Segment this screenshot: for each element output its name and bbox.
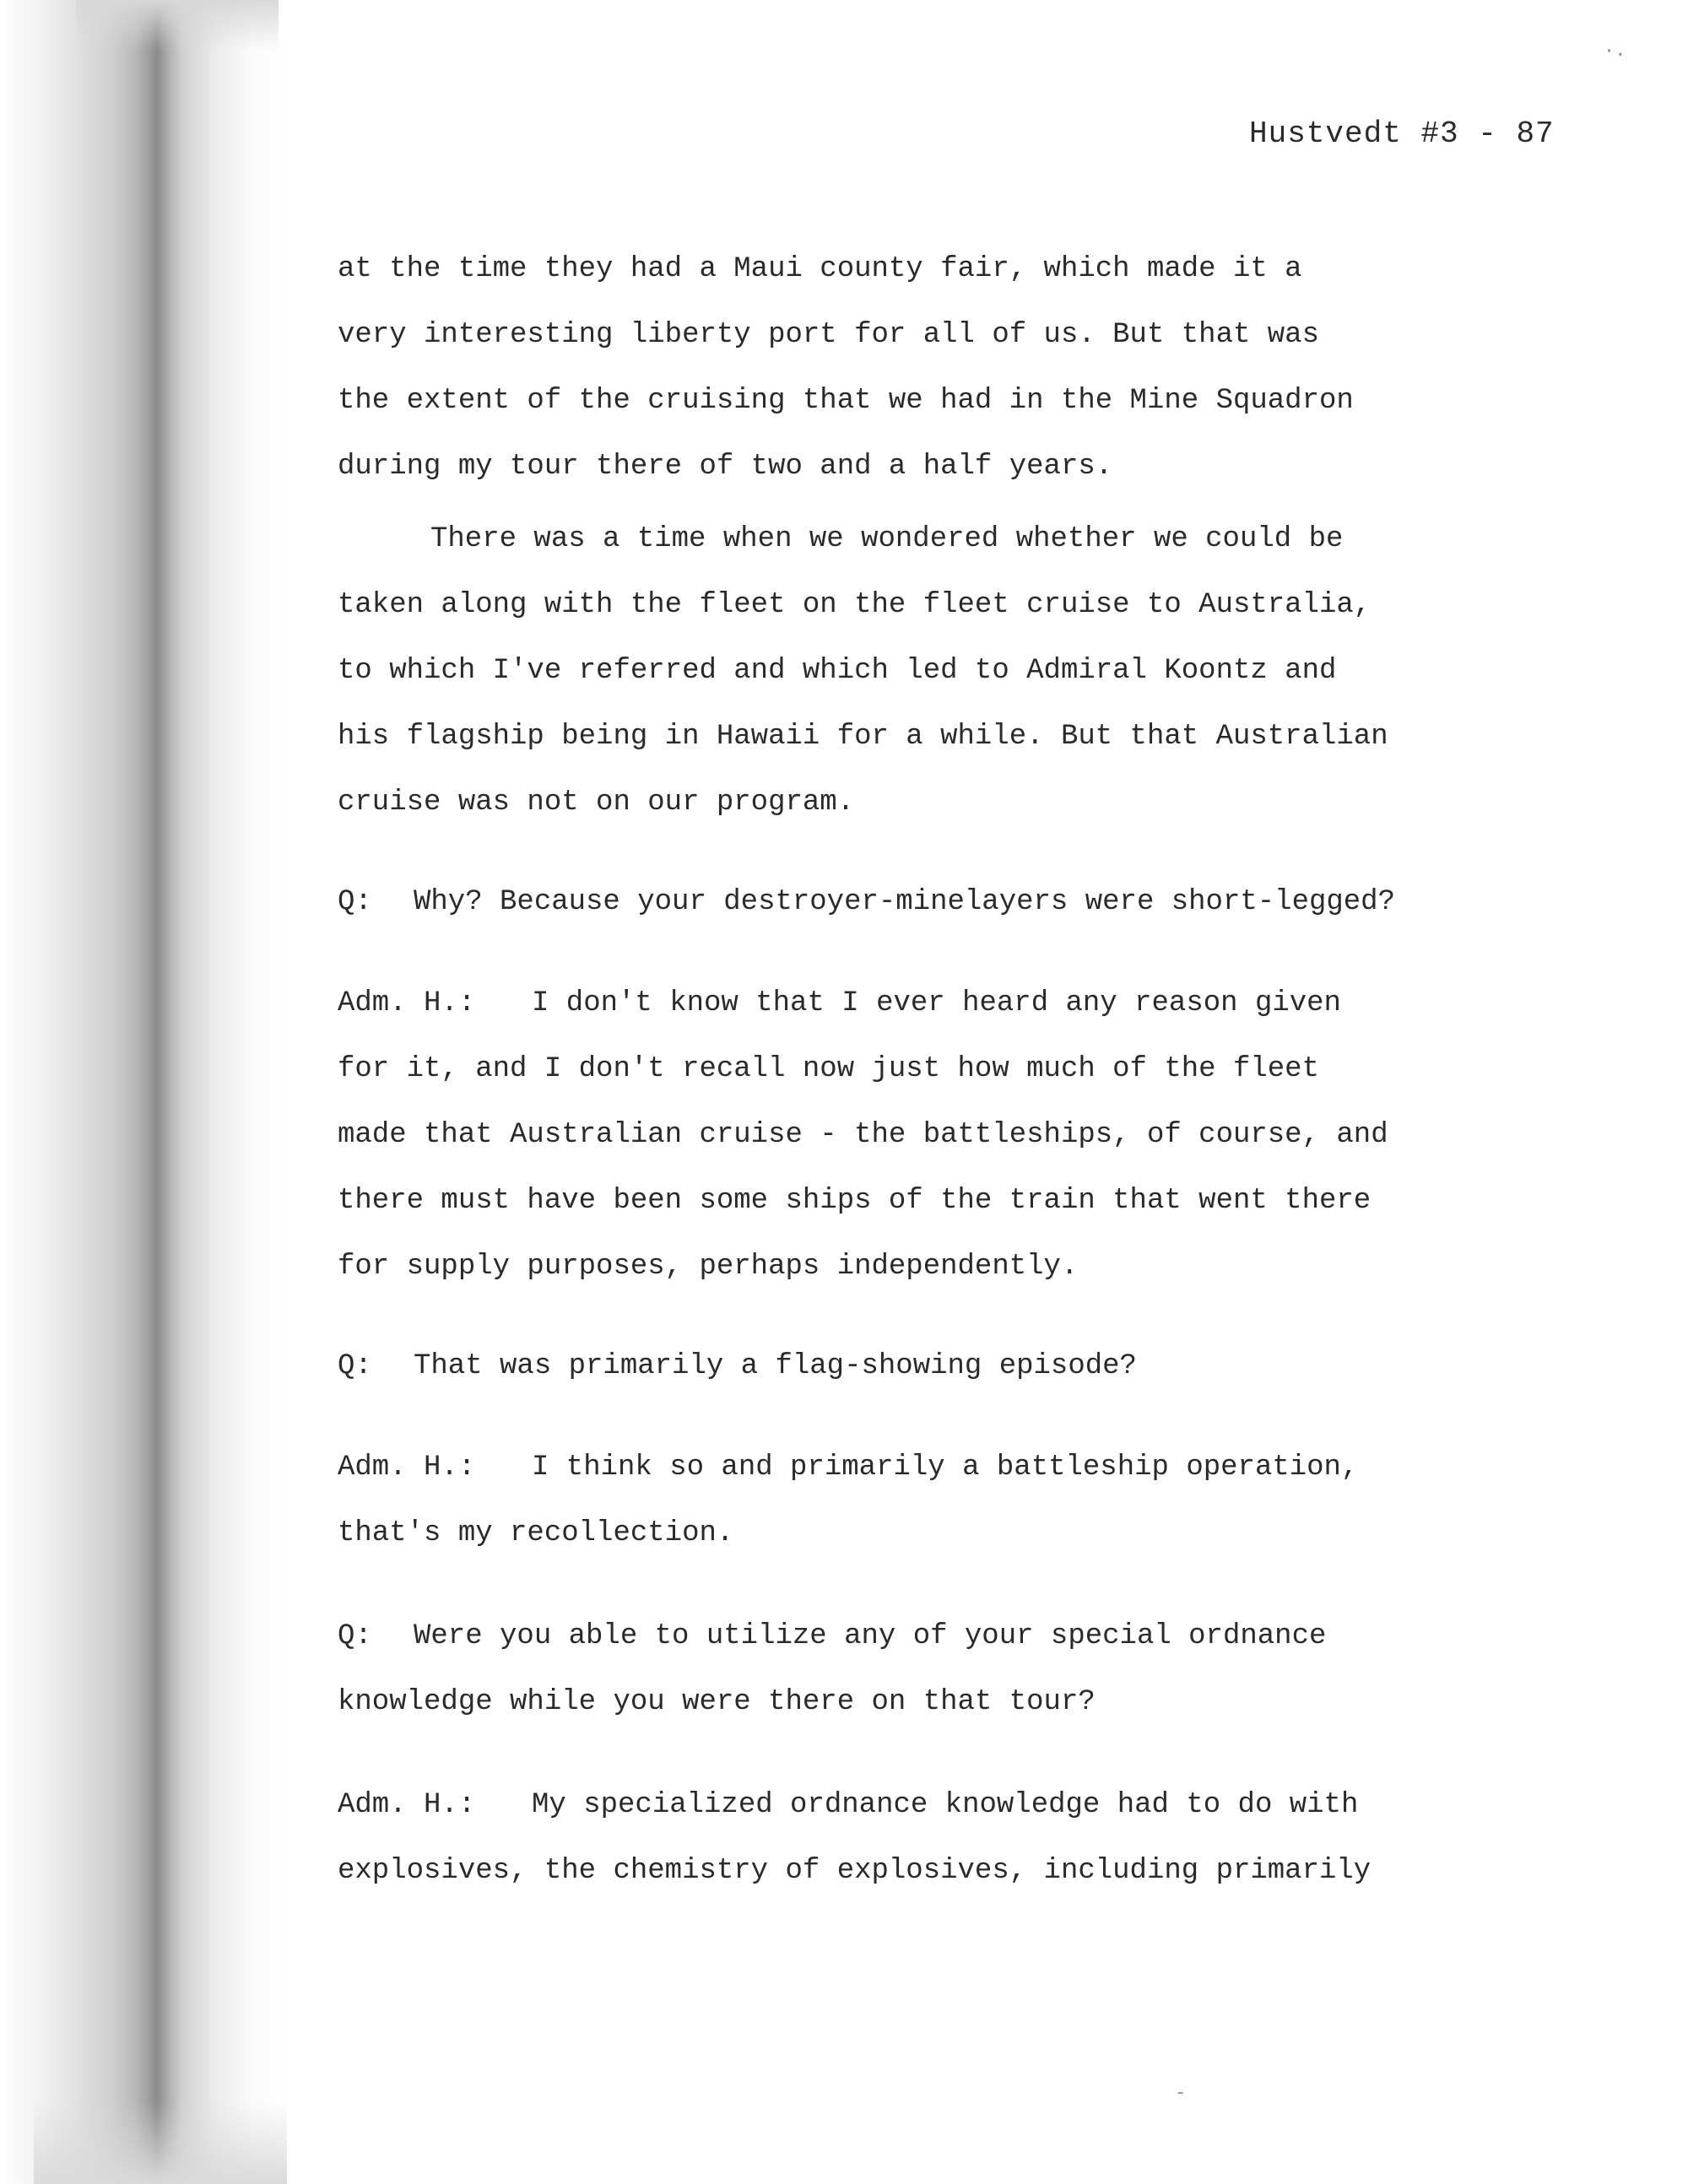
text-line: for it, and I don't recall now just how much of the fleet xyxy=(338,1053,1319,1085)
text-line: very interesting liberty port for all of us. But that was xyxy=(338,319,1319,351)
speaker-label: Q: xyxy=(338,1620,372,1652)
text-line: taken along with the fleet on the fleet cruise to Australia, xyxy=(338,589,1372,621)
text-line: explosives, the chemistry of explosives, including primarily xyxy=(338,1855,1372,1887)
question-2 xyxy=(338,1333,1587,1399)
paragraph-1 xyxy=(338,236,1587,500)
text-line: his flagship being in Hawaii for a while. But that Australian xyxy=(338,721,1388,753)
speaker-label: Q: xyxy=(338,886,372,918)
scan-speck: - xyxy=(1175,2083,1187,2104)
text-line: There was a time when we wondered whether we could be xyxy=(430,523,1344,555)
answer-text: I think so and primarily a battleship operation, xyxy=(532,1451,1359,1484)
question-1 xyxy=(338,869,1587,935)
binding-top-shadow xyxy=(76,0,279,51)
page-binding-shadow xyxy=(0,0,287,2184)
text-line: the extent of the cruising that we had in the Mine Squadron xyxy=(338,385,1354,417)
speaker-label: Adm. H.: xyxy=(338,1789,476,1821)
answer-text: I don't know that I ever heard any reason given xyxy=(532,987,1341,1019)
text-line: knowledge while you were there on that tour? xyxy=(338,1686,1096,1718)
question-text: Were you able to utilize any of your special ordnance xyxy=(414,1620,1327,1652)
binding-bottom-shadow xyxy=(34,2101,287,2184)
text-line: to which I've referred and which led to Admiral Koontz and xyxy=(338,655,1337,687)
text-line: made that Australian cruise - the battleships, of course, and xyxy=(338,1119,1388,1151)
question-3 xyxy=(338,1603,1587,1735)
scan-speck: ·. xyxy=(1604,41,1626,62)
answer-text: My specialized ordnance knowledge had to do with xyxy=(532,1789,1359,1821)
speaker-label: Adm. H.: xyxy=(338,1451,476,1484)
text-line: there must have been some ships of the train that went there xyxy=(338,1185,1372,1217)
answer-2 xyxy=(338,1435,1587,1566)
answer-3 xyxy=(338,1772,1587,1904)
text-line: that's my recollection. xyxy=(338,1517,734,1549)
answer-1 xyxy=(338,970,1587,1300)
paragraph-2 xyxy=(338,506,1587,835)
text-line: cruise was not on our program. xyxy=(338,787,855,819)
question-text: That was primarily a flag-showing episode? xyxy=(414,1350,1137,1382)
page-header: Hustvedt #3 - 87 xyxy=(1249,116,1555,151)
speaker-label: Q: xyxy=(338,1350,372,1382)
speaker-label: Adm. H.: xyxy=(338,987,476,1019)
text-line: at the time they had a Maui county fair, which made it a xyxy=(338,253,1302,285)
text-line: for supply purposes, perhaps independently. xyxy=(338,1251,1079,1283)
question-text: Why? Because your destroyer-minelayers were short-legged? xyxy=(414,886,1395,918)
text-line: during my tour there of two and a half years. xyxy=(338,451,1113,483)
